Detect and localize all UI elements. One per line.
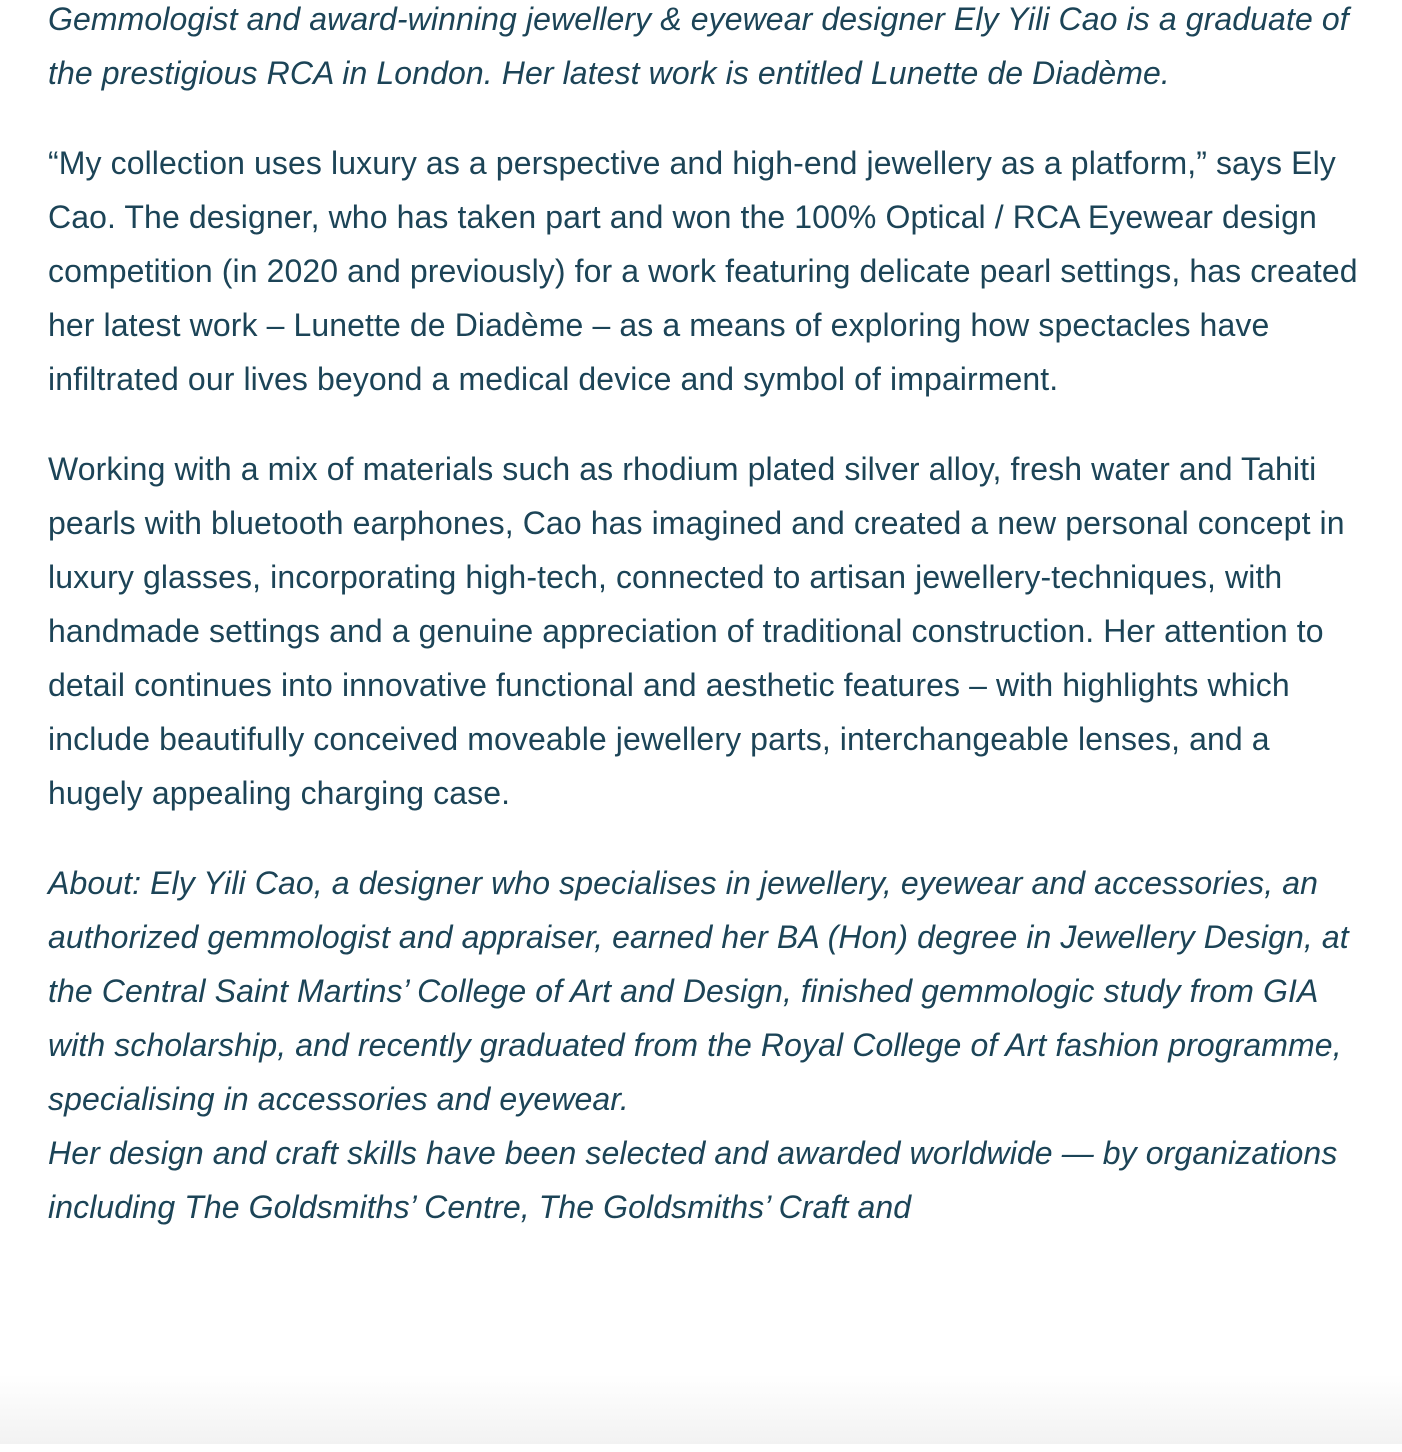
article-intro: Gemmologist and award-winning jewellery & eyewear designer Ely Yili Cao is a graduate of the prestigious RCA in London. Her latest work is entitled Lunette de Diadème. <box>48 1 1349 91</box>
article-about: About: Ely Yili Cao, a designer who specialises in jewellery, eyewear and accessories, an authorized gemmologist and appraiser, earned her BA (Hon) degree in Jewellery Design, at the Central Saint Martins’ College of Art and Design, finished gemmologic study from GIA with scholarship, and recently graduated from the Royal College of Art fashion programme, specialising in accessories and eyewear. <box>48 865 1349 1117</box>
article-paragraph-materials: Working with a mix of materials such as rhodium plated silver alloy, fresh water and Tahiti pearls with bluetooth earphones, Cao has imagined and created a new personal concept in luxury glasses, incorporating high-tech, connected to artisan jewellery-techniques, with handmade settings and a genuine appreciation of traditional construction. Her attention to detail continues into innovative functional and aesthetic features – with highlights which include beautifully conceived moveable jewellery parts, interchangeable lenses, and a hugely appealing charging case. <box>48 451 1345 811</box>
bottom-fade-overlay <box>0 1374 1402 1444</box>
article-paragraph-quote: “My collection uses luxury as a perspective and high-end jewellery as a platform,” says Ely Cao. The designer, who has taken part and won the 100% Optical / RCA Eyewear design competition (in 2020 and previously) for a work featuring delicate pearl settings, has created her latest work – Lunette de Diadème – as a means of exploring how spectacles have infiltrated our lives beyond a medical device and symbol of impairment. <box>48 145 1358 397</box>
article-about-continued: Her design and craft skills have been selected and awarded worldwide — by organizations including The Goldsmiths’ Centre, The Goldsmiths’ Craft and <box>48 1135 1338 1225</box>
